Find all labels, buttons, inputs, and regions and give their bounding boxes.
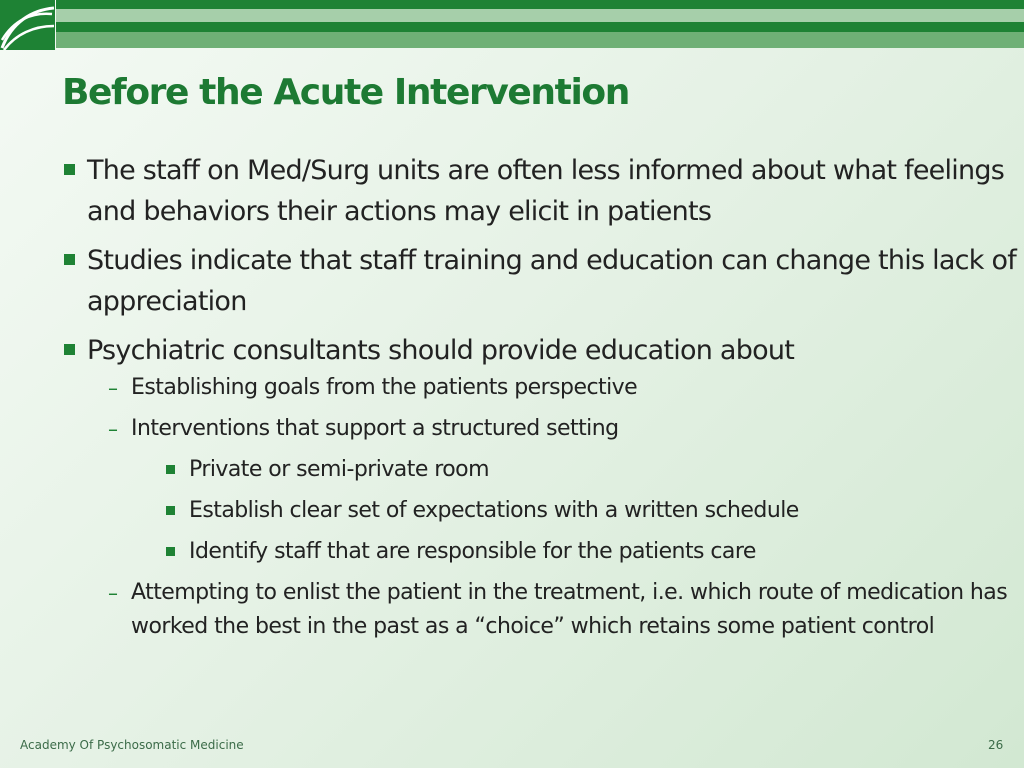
sub-bullet-text: Interventions that support a structured setting	[131, 416, 619, 441]
logo	[0, 0, 55, 50]
slide-number: 26	[988, 738, 1004, 752]
sub-bullet-item	[0, 371, 1024, 405]
square-bullet-icon	[166, 465, 175, 474]
header-band	[56, 9, 1024, 22]
dash-bullet-icon: –	[108, 581, 118, 605]
sub-bullet-text: Attempting to enlist the patient in the treatment, i.e. which route of medication has worked the best in the past as a “choice” which retains some patient control	[131, 580, 1008, 639]
bullet-item	[0, 330, 1024, 371]
slide-body	[0, 150, 1024, 651]
bullet-item	[0, 150, 1024, 232]
sub-bullet-text: Establishing goals from the patients perspective	[131, 375, 638, 400]
sub-sub-bullet-item	[0, 453, 1024, 487]
square-bullet-icon	[166, 506, 175, 515]
logo-arcs-icon	[0, 0, 55, 50]
header-band	[56, 0, 1024, 9]
header-band	[56, 22, 1024, 32]
slide-title: Before the Acute Intervention	[62, 72, 629, 113]
square-bullet-icon	[64, 344, 75, 355]
dash-bullet-icon: –	[108, 376, 118, 400]
bullet-text: The staff on Med/Surg units are often less informed about what feelings and behaviors their actions may elicit in patients	[87, 155, 1005, 227]
sub-bullet-item	[0, 412, 1024, 446]
square-bullet-icon	[64, 254, 75, 265]
bullet-text: Psychiatric consultants should provide education about	[87, 335, 795, 366]
sub-sub-bullet-text: Establish clear set of expectations with a written schedule	[189, 498, 799, 523]
square-bullet-icon	[64, 164, 75, 175]
square-bullet-icon	[166, 547, 175, 556]
footer-organization: Academy Of Psychosomatic Medicine	[20, 738, 244, 752]
sub-bullet-item	[0, 576, 1024, 644]
dash-bullet-icon: –	[108, 417, 118, 441]
header-band	[56, 32, 1024, 48]
bullet-item	[0, 240, 1024, 322]
sub-sub-bullet-text: Private or semi-private room	[189, 457, 489, 482]
sub-sub-bullet-item	[0, 494, 1024, 528]
sub-sub-bullet-text: Identify staff that are responsible for the patients care	[189, 539, 756, 564]
bullet-text: Studies indicate that staff training and education can change this lack of appreciation	[87, 245, 1016, 317]
header-banner	[0, 0, 1024, 50]
sub-sub-bullet-item	[0, 535, 1024, 569]
